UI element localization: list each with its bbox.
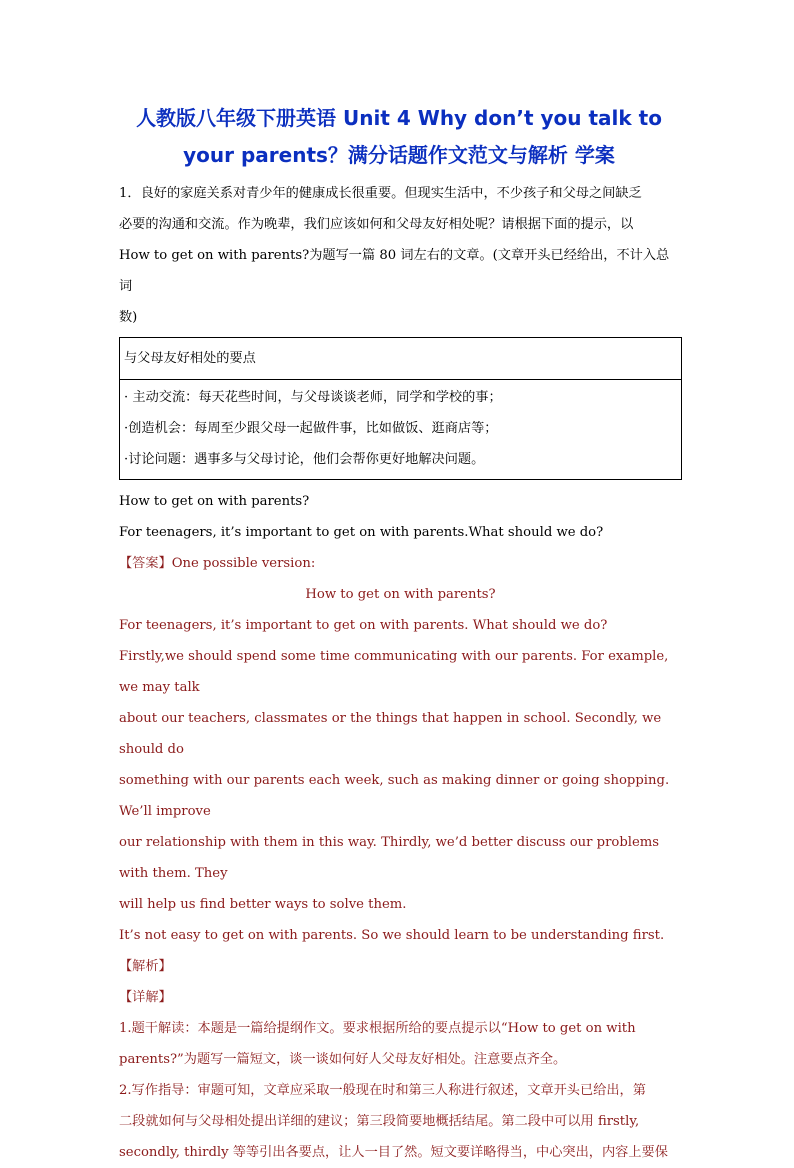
key-points-body: [120, 380, 681, 479]
answer-essay: [119, 610, 682, 951]
answer-line: something with our parents each week, such as making dinner or going shopping. We’ll improve: [119, 773, 670, 819]
question-line: 必要的沟通和交流。作为晚辈，我们应该如何和父母友好相处呢？请根据下面的提示，以: [119, 217, 634, 232]
analysis-label: 【解析】: [119, 959, 172, 974]
question-1: [119, 178, 682, 333]
key-points-table: [119, 337, 682, 480]
key-point-item: ·讨论问题：遇事多与父母讨论，他们会帮你更好地解决问题。: [124, 452, 485, 467]
key-points-header: 与父母友好相处的要点: [120, 338, 681, 380]
detail-line: 2.写作指导：审题可知，文章应采取一般现在时和第三人称进行叙述，文章开头已给出，第: [119, 1083, 646, 1098]
answer-heading: [119, 548, 682, 579]
answer-line: For teenagers, it’s important to get on with parents. What should we do?: [119, 618, 608, 633]
title-line-1: 人教版八年级下册英语 Unit 4 Why don’t you talk to: [136, 106, 662, 130]
question-line: How to get on with parents?为题写一篇 80 词左右的文章。(文章开头已经给出，不计入总词: [119, 248, 670, 294]
title-line-2: your parents？满分话题作文范文与解析 学案: [183, 143, 615, 167]
key-point-item: ·创造机会：每周至少跟父母一起做件事，比如做饭、逛商店等；: [124, 421, 498, 436]
prompt-title: How to get on with parents?: [119, 494, 310, 509]
answer-title: How to get on with parents?: [305, 587, 496, 602]
answer-line: our relationship with them in this way. Thirdly, we’d better discuss our problems with them. They: [119, 835, 660, 881]
document-page: [119, 100, 682, 1168]
detail-section: [119, 1013, 682, 1168]
detail-line: parents?”为题写一篇短文，谈一谈如何好人父母友好相处。注意要点齐全。: [119, 1052, 567, 1067]
answer-line: It’s not easy to get on with parents. So we should learn to be understanding first.: [119, 928, 665, 943]
detail-line: secondly, thirdly 等等引出各要点，让人一目了然。短文要详略得当，中心突出，内容上要保: [119, 1145, 668, 1160]
answer-intro: One possible version:: [171, 556, 316, 571]
detail-line: 二段就如何与父母相处提出详细的建议；第三段简要地概括结尾。第二段中可以用 firstly,: [119, 1114, 640, 1129]
answer-line: Firstly,we should spend some time communicating with our parents. For example, we may talk: [119, 649, 669, 695]
detail-line: 1.题干解读：本题是一篇给提纲作文。要求根据所给的要点提示以“How to get on with: [119, 1021, 636, 1036]
answer-line: will help us find better ways to solve them.: [119, 897, 407, 912]
document-title: [109, 100, 689, 174]
answer-label: 【答案】: [119, 556, 172, 571]
question-line: 1．良好的家庭关系对青少年的健康成长很重要。但现实生活中，不少孩子和父母之间缺乏: [119, 186, 642, 201]
prompt-opening: For teenagers, it’s important to get on with parents.What should we do?: [119, 525, 604, 540]
detail-label: 【详解】: [119, 990, 172, 1005]
answer-line: about our teachers, classmates or the things that happen in school. Secondly, we should do: [119, 711, 662, 757]
question-line: 数): [119, 310, 138, 325]
key-point-item: · 主动交流：每天花些时间，与父母谈谈老师，同学和学校的事；: [124, 390, 502, 405]
